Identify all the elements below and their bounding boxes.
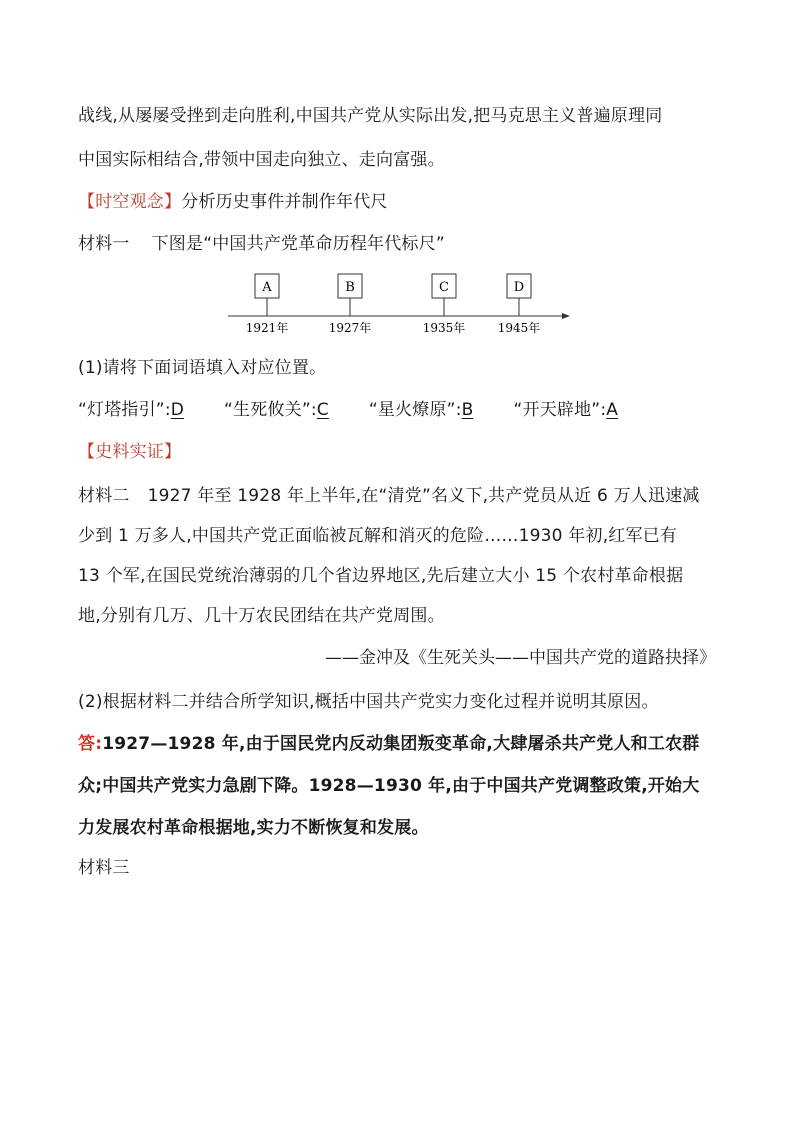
timeline-box-label: A (262, 280, 272, 295)
answer-fill: D (170, 400, 185, 420)
material-label: 材料二 (78, 486, 130, 506)
material-1 (78, 232, 445, 256)
timeline-box-label: C (439, 280, 449, 295)
material-3-label: 材料三 (78, 858, 130, 878)
answer-item-4 (514, 400, 619, 420)
answer-item-3 (369, 400, 474, 420)
answer-fill: B (461, 400, 474, 420)
timeline-year-label: 1945年 (497, 321, 541, 335)
answer-line-1 (78, 732, 699, 756)
material-2-line-2: 少到 1 万多人,中国共产党正面临被瓦解和消灭的危险……1930 年初,红军已有 (78, 526, 678, 546)
material-2-line-1 (78, 484, 700, 508)
material-2-line-3: 13 个军,在国民党统治薄弱的几个省边界地区,先后建立大小 15 个农村革命根据 (78, 566, 684, 586)
timeline-year-label: 1927年 (328, 321, 372, 335)
timeline-marker-d (498, 274, 541, 335)
material-text: 1927 年至 1928 年上半年,在“清党”名义下,共产党员从近 6 万人迅速减 (147, 486, 700, 506)
section2-tag: 【史料实证】 (78, 442, 182, 462)
question-2-prompt: (2)根据材料二并结合所学知识,概括中国共产党实力变化过程并说明其原因。 (78, 692, 659, 712)
timeline-arrow (562, 313, 570, 319)
question-1-answers (78, 398, 618, 422)
answer-line-3: 力发展农村革命根据地,实力不断恢复和发展。 (78, 818, 429, 838)
section1-heading (78, 190, 388, 214)
answer-term: “生死攸关”: (224, 400, 317, 420)
intro-line-2: 中国实际相结合,带领中国走向独立、走向富强。 (78, 150, 445, 170)
material-label: 材料一 (78, 234, 130, 254)
timeline-diagram (228, 268, 578, 338)
material-2-source: ——金冲及《生死关头——中国共产党的道路抉择》 (325, 648, 716, 668)
timeline-year-label: 1921年 (245, 321, 289, 335)
answer-term: “开天辟地”: (513, 400, 607, 420)
material-text: 下图是“中国共产党革命历程年代标尺” (151, 234, 445, 254)
answer-item-2 (224, 400, 329, 420)
answer-text: 1927—1928 年,由于国民党内反动集团叛变革命,大肆屠杀共产党人和工农群 (102, 734, 700, 754)
answer-term: “灯塔指引”: (78, 400, 171, 420)
timeline-year-label: 1935年 (422, 321, 466, 335)
answer-line-2: 众;中国共产党实力急剧下降。1928—1930 年,由于中国共产党调整政策,开始大 (78, 776, 700, 796)
timeline-box-label: D (513, 280, 525, 295)
material-2-line-4: 地,分别有几万、几十万农民团结在共产党周围。 (78, 606, 445, 626)
section-tag: 【时空观念】 (78, 192, 182, 212)
section-title: 分析历史事件并制作年代尺 (181, 192, 388, 212)
answer-fill: C (316, 400, 329, 420)
timeline-box-label: B (345, 280, 355, 295)
answer-term: “星火燎原”: (368, 400, 462, 420)
question-1-prompt: (1)请将下面词语填入对应位置。 (78, 358, 327, 378)
intro-line-1: 战线,从屡屡受挫到走向胜利,中国共产党从实际出发,把马克思主义普遍原理同 (78, 106, 663, 126)
answer-fill: A (606, 400, 619, 420)
answer-label: 答: (78, 734, 103, 754)
answer-item-1 (78, 400, 184, 420)
timeline-marker-a (246, 274, 289, 335)
timeline-marker-b (329, 274, 372, 335)
timeline-marker-c (423, 274, 466, 335)
